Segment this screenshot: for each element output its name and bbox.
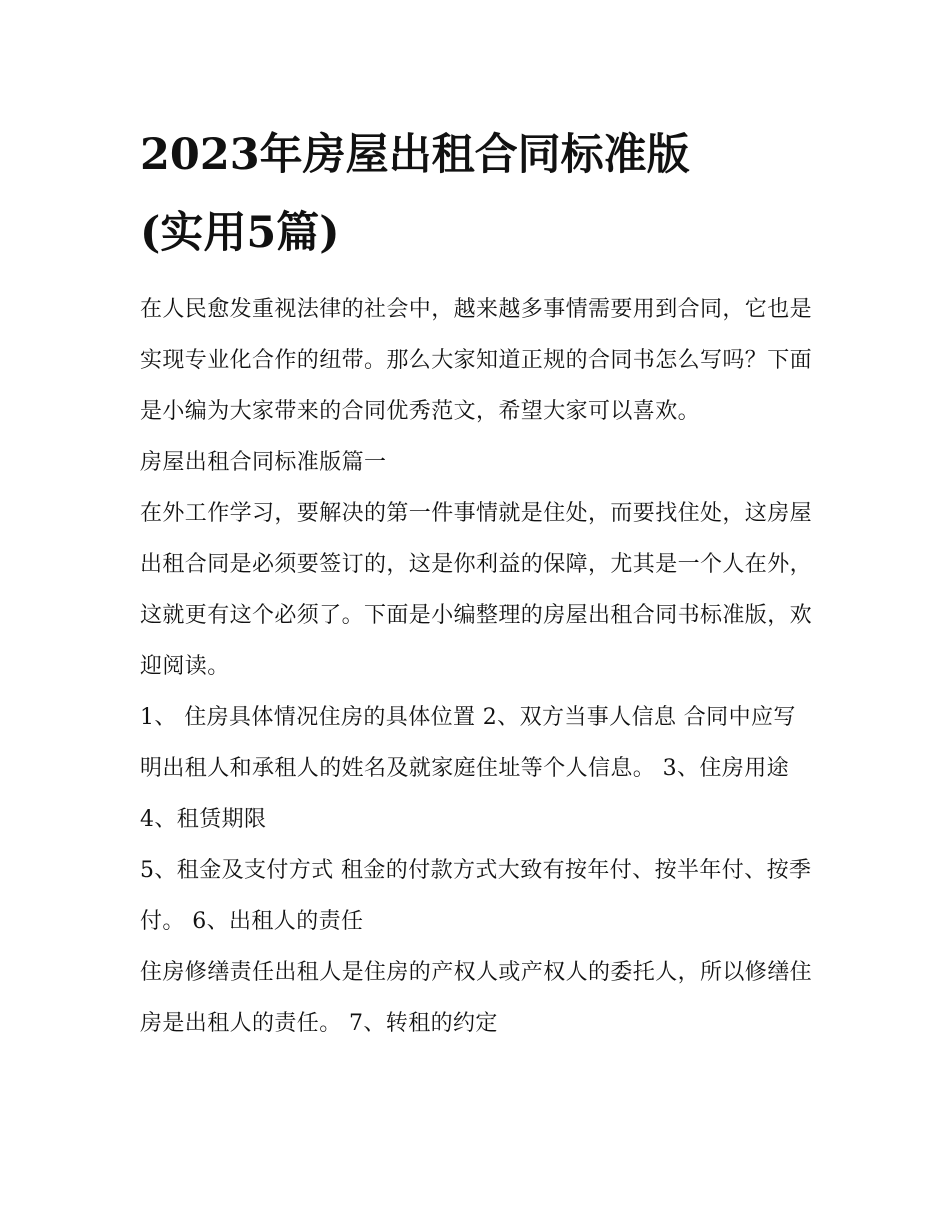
document-title [140,0,812,272]
section-heading: 房屋出租合同标准版篇一 [140,450,387,475]
body-paragraph: 住房修缮责任出租人是住房的产权人或产权人的委托人，所以修缮住房是出租人的责任。 7、转租的约定 [140,960,813,1036]
intro-paragraph: 在人民愈发重视法律的社会中，越来越多事情需要用到合同，它也是实现专业化合作的纽带。那么大家知道正规的合同书怎么写吗？下面是小编为大家带来的合同优秀范文，希望大家可以喜欢。 [140,297,813,424]
body-paragraph: 在外工作学习，要解决的第一件事情就是住处，而要找住处，这房屋出租合同是必须要签订的，这是你利益的保障，尤其是一个人在外，这就更有这个必须了。下面是小编整理的房屋出租合同书标准版，欢迎阅读。 [140,501,813,679]
title-line-1: 2023年房屋出租合同标准版 [140,130,690,180]
document-page [140,0,812,1049]
body-paragraph: 1、 住房具体情况住房的具体位置 2、双方当事人信息 合同中应写明出租人和承租人的姓名及就家庭住址等个人信息。 3、住房用途 4、租赁期限 [140,705,796,832]
document-body [140,284,812,1049]
title-line-2: (实用5篇) [140,208,340,258]
body-paragraph: 5、租金及支付方式 租金的付款方式大致有按年付、按半年付、按季付。 6、出租人的责任 [140,858,812,934]
